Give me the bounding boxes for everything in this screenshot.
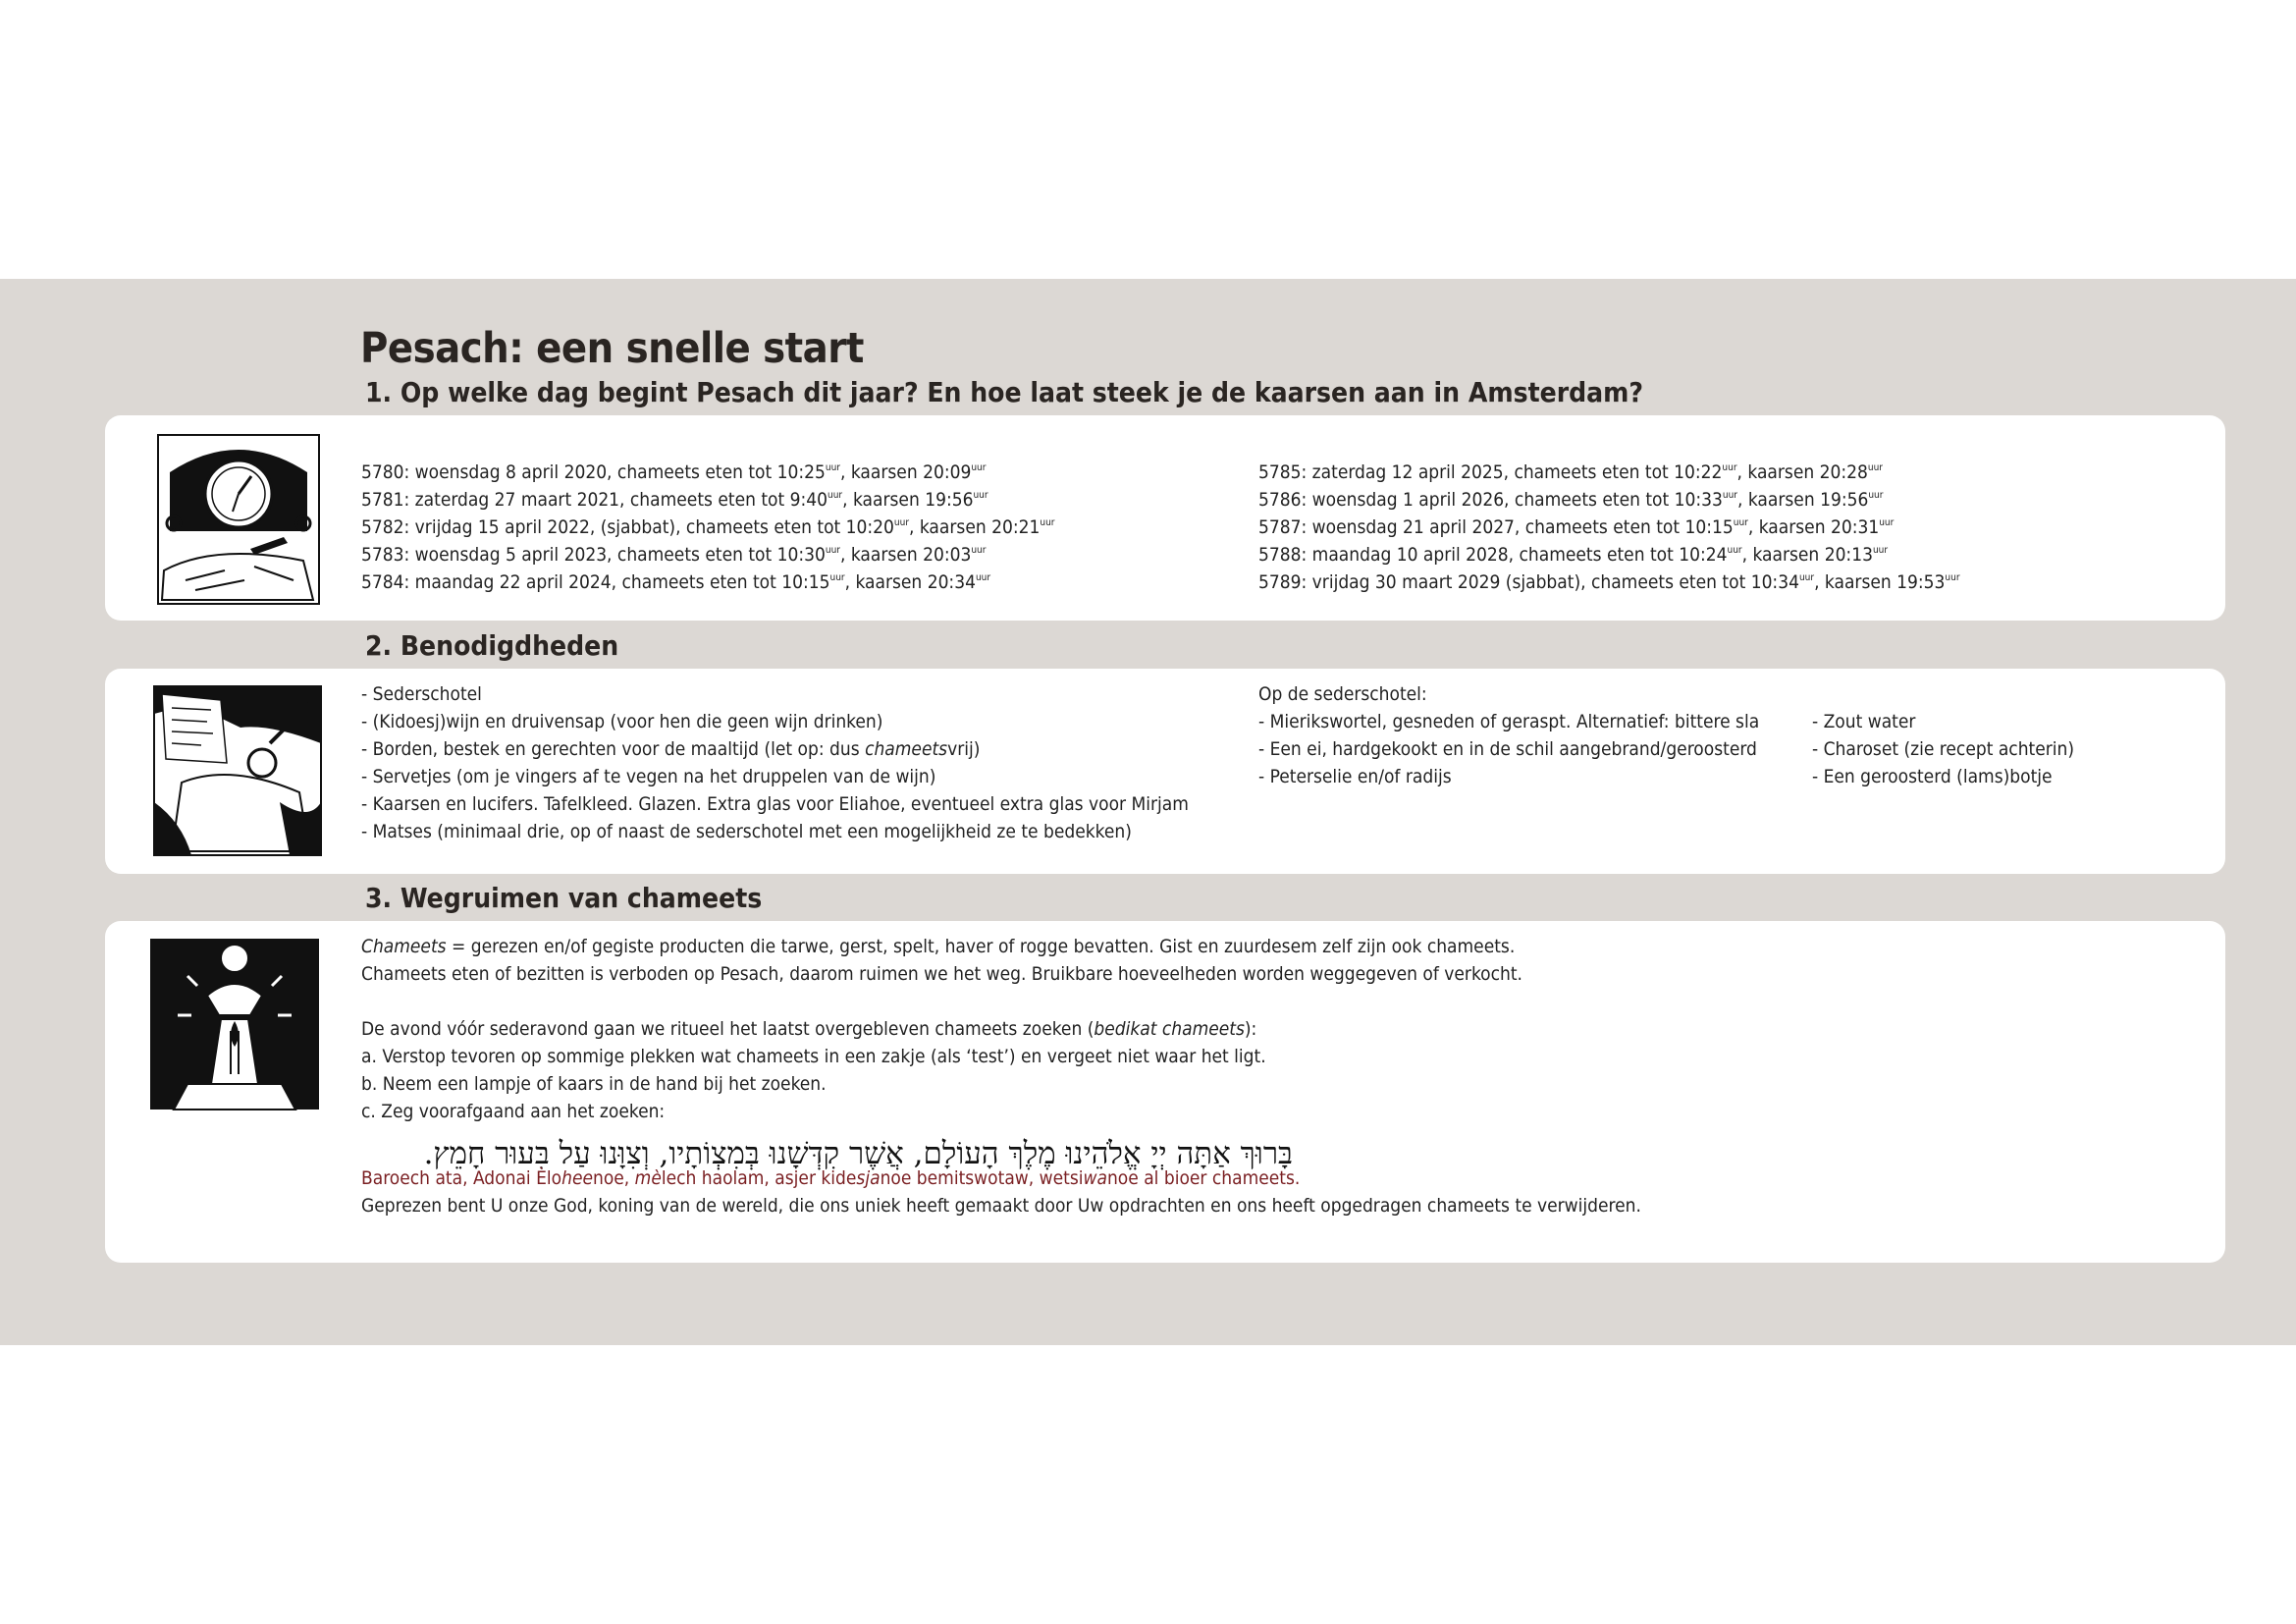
- hands-illustration: [152, 684, 323, 857]
- section-2-panel: [105, 669, 2225, 874]
- list-item: - Matses (minimaal drie, op of naast de sederschotel met een mogelijkheid ze te bedekken): [361, 821, 1132, 842]
- text-line: Chameets eten of bezitten is verboden op Pesach, daarom ruimen we het weg. Bruikbare hoeveelheden worden weggegeven of verkocht.: [361, 963, 1522, 985]
- text-line: De avond vóór sederavond gaan we ritueel het laatst overgebleven chameets zoeken (bedikat chameets):: [361, 1018, 1257, 1040]
- list-item: - Peterselie en/of radijs: [1258, 766, 1452, 787]
- list-item: - Zout water: [1812, 711, 1916, 732]
- date-row: 5781: zaterdag 27 maart 2021, chameets eten tot $9:40^{uur}$, kaarsen $19:56^{uur}$: [361, 489, 988, 511]
- dates-right-column: [1258, 459, 1960, 596]
- date-row: 5788: maandag 10 april 2028, chameets eten tot $10:24^{uur}$, kaarsen $20:13^{uur}$: [1258, 544, 1889, 566]
- list-item: - Charoset (zie recept achterin): [1812, 738, 2075, 760]
- date-row: 5782: vrijdag 15 april 2022, (sjabbat), chameets eten tot $10:20^{uur}$, kaarsen $20:21^{uur}$: [361, 516, 1055, 538]
- list-item: - (Kidoesj)wijn en druivensap (voor hen die geen wijn drinken): [361, 711, 883, 732]
- section-1-heading: 1. Op welke dag begint Pesach dit jaar? En hoe laat steek je de kaarsen aan in Amsterdam?: [365, 376, 1644, 408]
- date-row: 5787: woensdag 21 april 2027, chameets eten tot $10:15^{uur}$, kaarsen $20:31^{uur}$: [1258, 516, 1895, 538]
- chameets-text: [361, 933, 1641, 1219]
- candle-illustration: [148, 937, 321, 1111]
- clock-illustration: [156, 433, 321, 606]
- transliteration: Baroech ata, Adonai Èloheenoe, mèlech haolam, asjer kidesjanoe bemitswotaw, wetsiwanoe al bioer chameets.: [361, 1167, 1301, 1189]
- list-item: - Kaarsen en lucifers. Tafelkleed. Glazen. Extra glas voor Eliahoe, eventueel extra glas voor Mirjam: [361, 793, 1189, 815]
- list-item: - Borden, bestek en gerechten voor de maaltijd (let op: dus chameetsvrij): [361, 738, 981, 760]
- date-row: 5786: woensdag 1 april 2026, chameets eten tot $10:33^{uur}$, kaarsen $19:56^{uur}$: [1258, 489, 1884, 511]
- supplies-list: [361, 680, 1189, 845]
- date-row: 5789: vrijdag 30 maart 2029 (sjabbat), chameets eten tot $10:34^{uur}$, kaarsen $19:53^{uur}$: [1258, 571, 1960, 593]
- translation: Geprezen bent U onze God, koning van de wereld, die ons uniek heeft gemaakt door Uw opdrachten en ons heeft opgedragen chameets te verwijderen.: [361, 1195, 1641, 1217]
- date-row: 5783: woensdag 5 april 2023, chameets eten tot $10:30^{uur}$, kaarsen $20:03^{uur}$: [361, 544, 987, 566]
- date-row: 5784: maandag 22 april 2024, chameets eten tot $10:15^{uur}$, kaarsen $20:34^{uur}$: [361, 571, 991, 593]
- date-row: 5785: zaterdag 12 april 2025, chameets eten tot $10:22^{uur}$, kaarsen $20:28^{uur}$: [1258, 461, 1883, 483]
- section-2-heading: 2. Benodigdheden: [365, 629, 619, 662]
- seder-plate-list: [1258, 680, 1759, 790]
- list-item: - Mierikswortel, gesneden of geraspt. Alternatief: bittere sla: [1258, 711, 1760, 732]
- definition-line: Chameets = gerezen en/of gegiste producten die tarwe, gerst, spelt, haver of rogge bevatten. Gist en zuurdesem zelf zijn ook chameets.: [361, 936, 1516, 957]
- list-item: - Servetjes (om je vingers af te vegen na het druppelen van de wijn): [361, 766, 936, 787]
- list-heading: Op de sederschotel:: [1258, 683, 1427, 705]
- list-item: - Een geroosterd (lams)botje: [1812, 766, 2053, 787]
- step-b: b. Neem een lampje of kaars in de hand bij het zoeken.: [361, 1073, 827, 1095]
- dates-left-column: [361, 459, 1054, 596]
- step-a: a. Verstop tevoren op sommige plekken wat chameets in een zakje (als ‘test’) en vergeet niet waar het ligt.: [361, 1046, 1266, 1067]
- section-3-panel: [105, 921, 2225, 1263]
- section-1-panel: [105, 415, 2225, 621]
- hebrew-blessing: בָּרוּךְ אַתָּה יְיָ אֱלֹהֵינוּ מֶלֶךְ הָעוֹלָם, אֲשֶׁר קִדְּשָׁנוּ בְּמִצְוֹתָיו, וְצִוָּנוּ עַל בִּעוּר חָמֵץ.: [423, 1136, 1293, 1171]
- step-c: c. Zeg voorafgaand aan het zoeken:: [361, 1101, 666, 1122]
- section-3-heading: 3. Wegruimen van chameets: [365, 882, 763, 914]
- list-item: - Een ei, hardgekookt en in de schil aangebrand/geroosterd: [1258, 738, 1757, 760]
- seder-plate-list-2: [1812, 708, 2074, 790]
- list-item: - Sederschotel: [361, 683, 482, 705]
- date-row: 5780: woensdag 8 april 2020, chameets eten tot $10:25^{uur}$, kaarsen $20:09^{uur}$: [361, 461, 987, 483]
- page-title: Pesach: een snelle start: [360, 324, 864, 373]
